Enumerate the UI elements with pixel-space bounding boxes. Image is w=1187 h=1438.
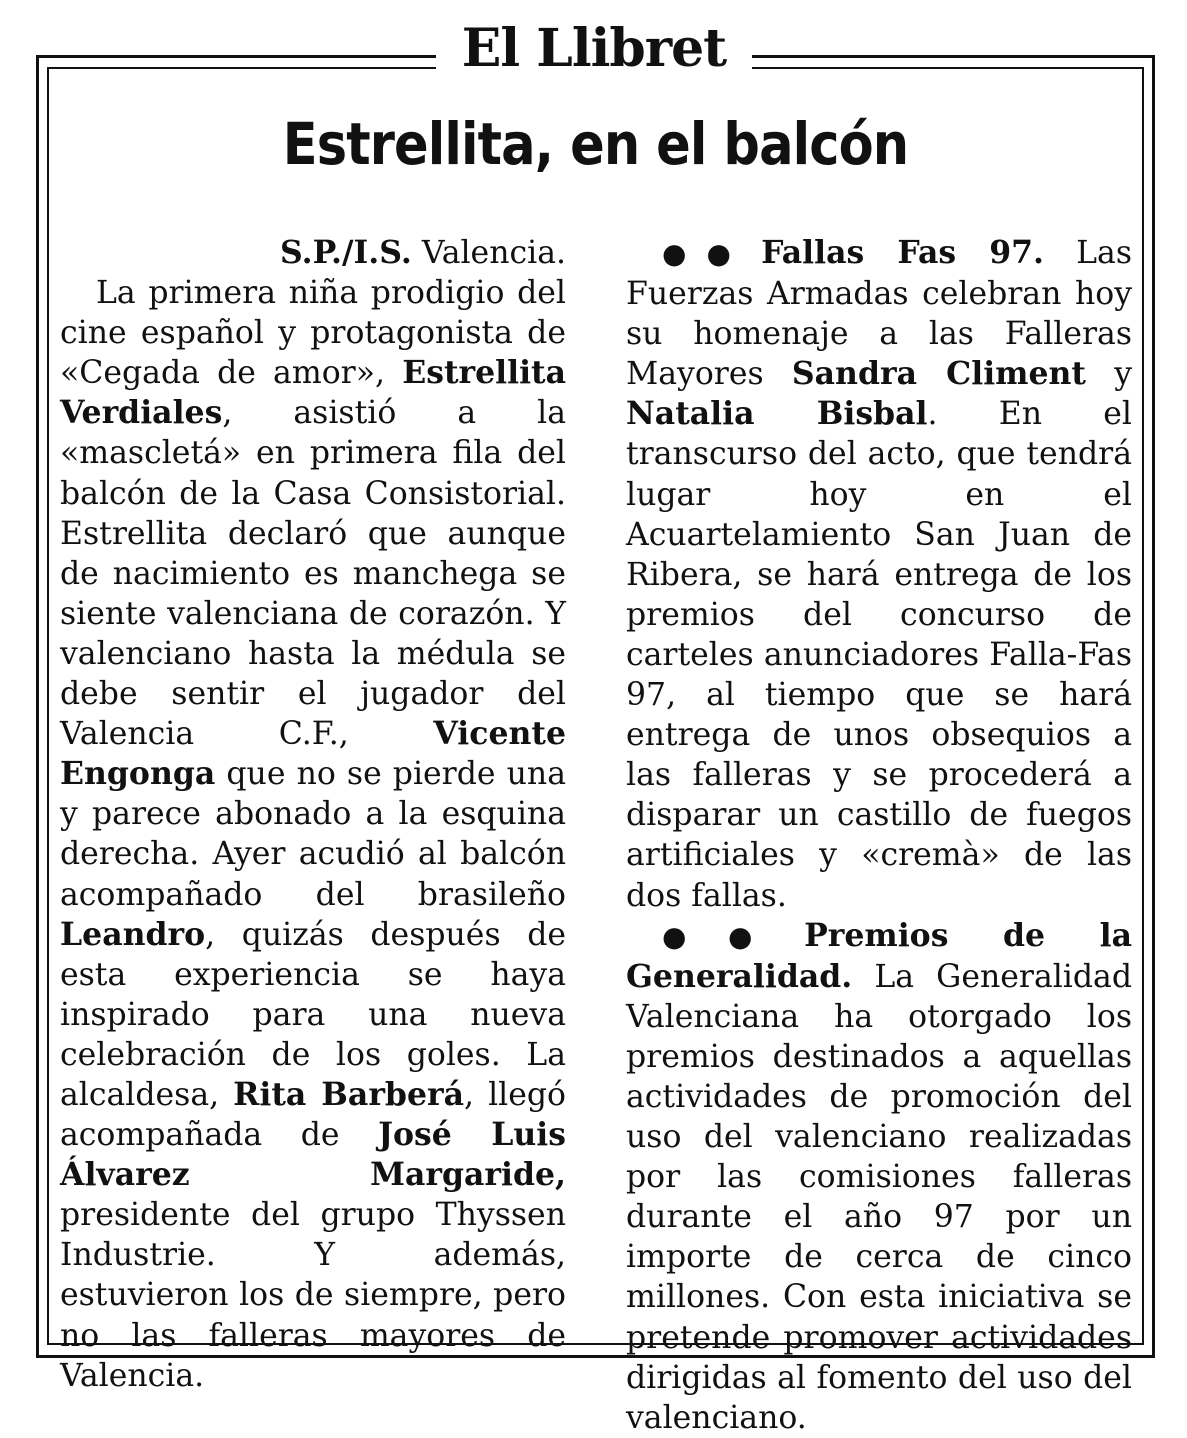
bold-text-segment: Estrellita Verdiales xyxy=(60,354,566,432)
section-label: El Llibret xyxy=(436,16,752,82)
bold-text-segment: Premios de la Generalidad. xyxy=(626,916,1132,995)
text-segment: . En el transcurso del acto, que tendrá lugar hoy en el Acuartelamiento San Juan de Ribera, se hará entrega de los premios del concurso de carteles anunciadores Falla-Fas 97, al tiempo que se hará entrega de unos obsequios a las falleras y se procederá a disparar un castillo de fuegos artificiales y «cremà» de las dos fallas. xyxy=(626,396,1132,914)
bold-text-segment: Rita Barberá xyxy=(233,1075,464,1113)
byline: S.P./I.S. xyxy=(279,234,412,271)
left-column-body xyxy=(60,273,566,1396)
bold-text-segment: Natalia Bisbal xyxy=(626,395,928,433)
text-segment: La primera niña prodigio del cine español y protagonista de «Cegada de amor», xyxy=(60,275,566,392)
right-column xyxy=(626,233,1132,1438)
text-segment: , llegó acompañada de xyxy=(60,1076,566,1154)
text-segment: , quizás después de esta experiencia se haya inspirado para una nueva celebración de los goles. La alcaldesa, xyxy=(60,916,566,1113)
dateline-city: Valencia. xyxy=(421,235,566,271)
bold-text-segment: Sandra Climent xyxy=(791,355,1086,393)
news-item xyxy=(626,916,1132,1438)
headline: Estrellita, en el balcón xyxy=(282,110,909,178)
bold-text-segment: Vicente Engonga xyxy=(60,715,566,793)
text-segment: La Generalidad Valenciana ha otorgado los premios destinados a aquellas actividades de promoción del uso del valenciano realizadas por las comisiones falleras durante el año 97 por un importe de cerca de cinco millones. Con esta iniciativa se pretende promover actividades dirigidas al fomento del uso del valenciano. xyxy=(626,958,1132,1436)
bullet-dots-icon: ●● xyxy=(662,919,795,953)
bold-text-segment: Fallas Fas 97. xyxy=(761,234,1044,271)
text-segment: presidente del grupo Thyssen Industrie. Y además, estuvieron los de siempre, pero no las falleras mayores de Valencia. xyxy=(60,1197,566,1394)
news-item xyxy=(626,233,1132,916)
bold-text-segment: Leandro xyxy=(60,915,206,953)
text-segment: que no se pierde una y parece abonado a la esquina derecha. Ayer acudió al balcón acompañado del brasileño xyxy=(60,756,566,913)
dateline xyxy=(60,233,566,273)
bullet-dots-icon: ●● xyxy=(662,237,752,270)
bold-text-segment: José Luis Álvarez Margaride, xyxy=(60,1116,566,1194)
text-segment: , asistió a la «mascletá» en primera fila del balcón de la Casa Consistorial. Estrellita declaró que aunque de nacimiento es manchega se siente valenciana de corazón. Y valenciano hasta la médula se debe sentir el jugador del Valencia C.F., xyxy=(60,395,566,753)
left-column xyxy=(60,233,566,1396)
text-segment: Las Fuerzas Armadas celebran hoy su homenaje a las Falleras Mayores xyxy=(626,235,1132,393)
text-segment: y xyxy=(1086,356,1133,393)
